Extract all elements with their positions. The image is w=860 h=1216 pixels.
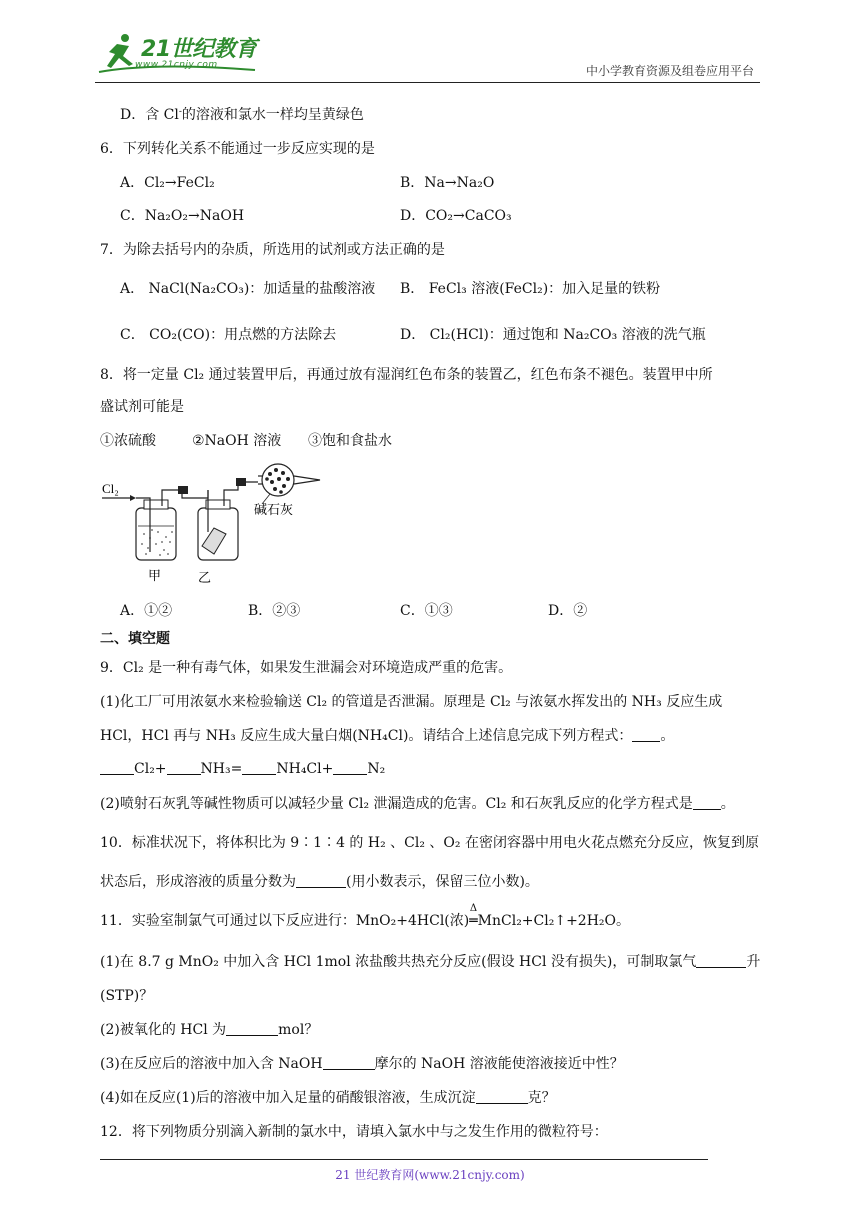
- footer-divider: [100, 1159, 708, 1160]
- logo-text: 21世纪教育: [141, 37, 257, 62]
- q7-stem: 7．为除去括号内的杂质，所选用的试剂或方法正确的是: [100, 242, 445, 258]
- footer-site[interactable]: 21 世纪教育网(www.21cnjy.com): [335, 1168, 525, 1182]
- diagram-label-jia: 甲: [148, 568, 162, 583]
- q10-line1: 10．标准状况下，将体积比为 9∶1∶4 的 H₂ 、Cl₂ 、O₂ 在密闭容器中用电火花点燃充分反应，恢复到原: [100, 835, 759, 851]
- section-title-fill-in: 二、填空题: [100, 631, 170, 647]
- answer-blank[interactable]: [632, 727, 660, 742]
- answer-blank[interactable]: [323, 1055, 375, 1070]
- answer-blank[interactable]: [693, 795, 721, 810]
- q11-part2: (2)被氧化的 HCl 为 mol？: [100, 1022, 319, 1038]
- q9-equation: Cl₂+ NH₃= NH₄Cl+ N₂: [100, 760, 385, 778]
- q11-part1-line1: (1)在 8.7 g MnO₂ 中加入含 HCl 1mol 浓盐酸共热充分反应(假设 HCl 没有损失)，可制取氯气 升: [100, 954, 761, 970]
- q6-stem: 6．下列转化关系不能通过一步反应实现的是: [100, 141, 375, 157]
- q7-option-a: A． NaCl(Na₂CO₃)：加适量的盐酸溶液: [120, 281, 376, 297]
- q8-reagent-1: ①浓硫酸: [100, 433, 156, 449]
- answer-blank[interactable]: [242, 760, 276, 775]
- q6-option-a: A．Cl₂→FeCl₂: [120, 175, 215, 191]
- q10-line2: 状态后，形成溶液的质量分数为 (用小数表示，保留三位小数)。: [100, 874, 539, 890]
- q8-option-c: C．①③: [400, 603, 453, 619]
- q11-part1-line2: (STP)？: [100, 988, 154, 1004]
- q7-option-d: D． Cl₂(HCl)：通过饱和 Na₂CO₃ 溶液的洗气瓶: [400, 327, 706, 343]
- answer-blank[interactable]: [100, 760, 134, 775]
- q6-option-d: D．CO₂→CaCO₃: [400, 208, 512, 224]
- answer-blank[interactable]: [226, 1021, 278, 1036]
- q9-part1-line2: HCl，HCl 再与 NH₃ 反应生成大量白烟(NH₄Cl)。请结合上述信息完成下列方程式： 。: [100, 728, 675, 744]
- q11-part3: (3)在反应后的溶液中加入含 NaOH 摩尔的 NaOH 溶液能使溶液接近中性？: [100, 1056, 624, 1072]
- answer-blank[interactable]: [167, 760, 201, 775]
- q5-option-d: D．含 Cl-的溶液和氯水一样均呈黄绿色: [120, 107, 364, 123]
- q11-part4: (4)如在反应(1)后的溶液中加入足量的硝酸银溶液，生成沉淀 克？: [100, 1090, 556, 1106]
- q8-option-d: D．②: [548, 603, 588, 619]
- diagram-label-soda-lime: 碱石灰: [254, 502, 294, 517]
- q8-reagent-2: ②NaOH 溶液: [192, 433, 282, 449]
- q7-option-c: C． CO₂(CO)：用点燃的方法除去: [120, 327, 337, 343]
- q12-stem: 12．将下列物质分别滴入新制的氯水中，请填入氯水中与之发生作用的微粒符号：: [100, 1124, 608, 1140]
- answer-blank[interactable]: [333, 760, 367, 775]
- header-platform-name: 中小学教育资源及组卷应用平台: [585, 64, 754, 78]
- q7-option-b: B． FeCl₃ 溶液(FeCl₂)：加入足量的铁粉: [400, 281, 661, 297]
- q11-stem: 11．实验室制氯气可通过以下反应进行：MnO₂+4HCl(浓) Δ ═MnCl₂+Cl₂↑+2H₂O。: [100, 903, 631, 929]
- q6-option-c: C．Na₂O₂→NaOH: [120, 208, 245, 224]
- q8-stem-line1: 8．将一定量 Cl₂ 通过装置甲后，再通过放有湿润红色布条的装置乙，红色布条不褪色。装置甲中所: [100, 367, 713, 383]
- q6-option-b: B．Na→Na₂O: [400, 175, 495, 191]
- q8-option-b: B．②③: [248, 603, 301, 619]
- heating-condition-mark: Δ ═: [469, 903, 478, 929]
- q8-stem-line2: 盛试剂可能是: [100, 399, 184, 415]
- q9-part1-line1: (1)化工厂可用浓氨水来检验输送 Cl₂ 的管道是否泄漏。原理是 Cl₂ 与浓氨水挥发出的 NH₃ 反应生成: [100, 694, 723, 710]
- gas-washing-apparatus-diagram: [98, 462, 328, 587]
- q9-stem: 9．Cl₂ 是一种有毒气体，如果发生泄漏会对环境造成严重的危害。: [100, 660, 513, 676]
- answer-blank[interactable]: [476, 1089, 528, 1104]
- diagram-label-cl2: Cl₂: [102, 481, 119, 496]
- q9-part2: (2)喷射石灰乳等碱性物质可以减轻少量 Cl₂ 泄漏造成的危害。Cl₂ 和石灰乳反应的化学方程式是 。: [100, 796, 735, 812]
- page-header: [95, 30, 760, 83]
- answer-blank[interactable]: [296, 873, 346, 888]
- q8-reagent-3: ③饱和食盐水: [308, 433, 392, 449]
- answer-blank[interactable]: [696, 953, 746, 968]
- diagram-label-yi: 乙: [198, 570, 212, 585]
- q8-option-a: A．①②: [120, 603, 173, 619]
- logo-url: www.21cnjy.com: [135, 60, 218, 70]
